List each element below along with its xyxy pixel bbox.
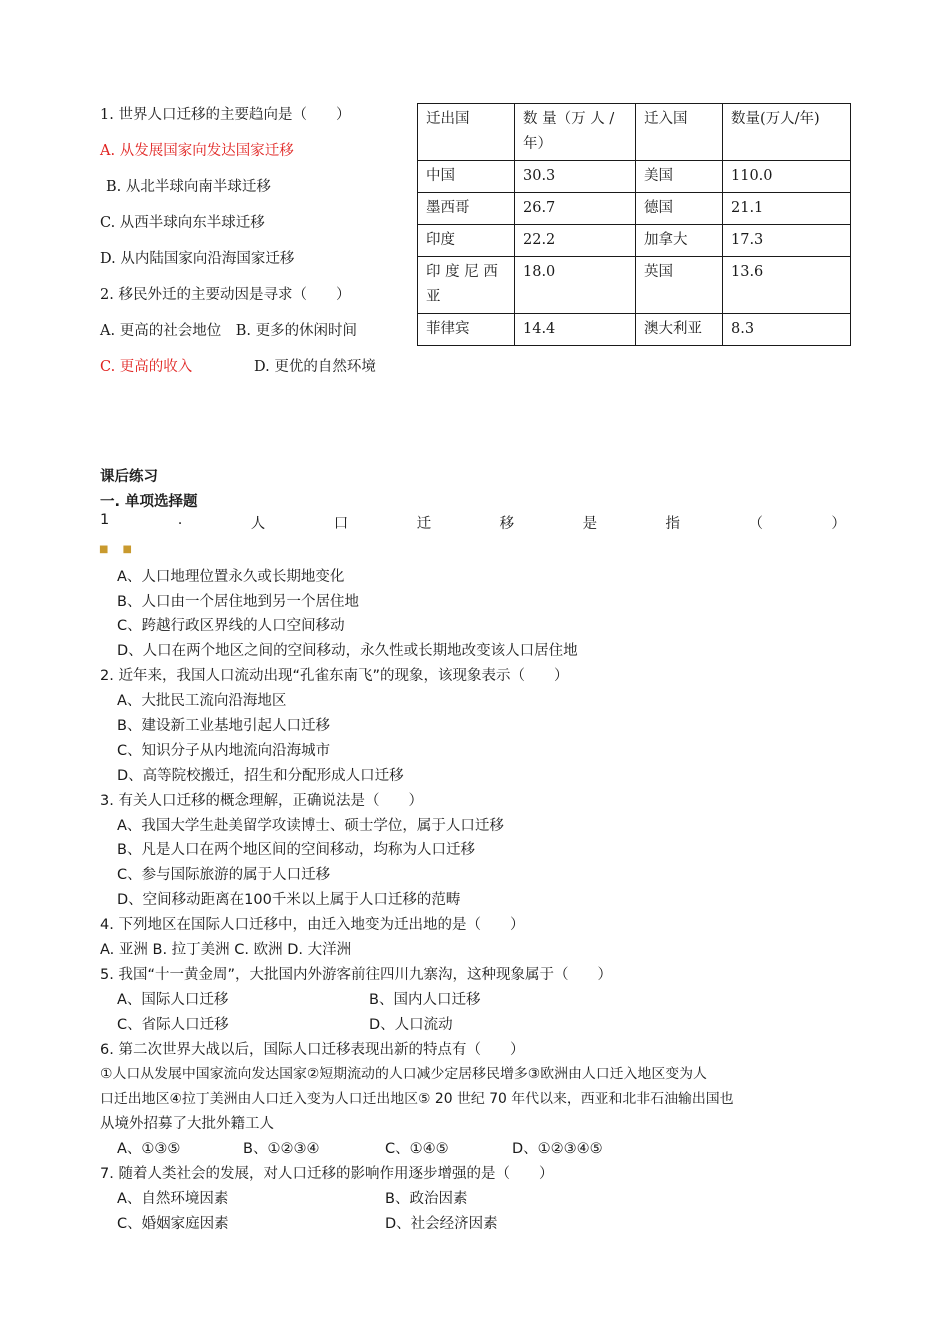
ex-q2-option-b: B、建设新工业基地引起人口迁移 (117, 718, 330, 734)
section-title: 一. 单项选择题 (100, 494, 198, 510)
table-row (418, 193, 851, 225)
q1-option-c: C. 从西半球向东半球迁移 (100, 215, 265, 231)
table-cell: 110.0 (723, 161, 851, 193)
q2-options-ab: A. 更高的社会地位 B. 更多的休闲时间 (100, 323, 358, 339)
ex-q6-option-b: B、①②③④ (243, 1141, 320, 1157)
ex-q5-option-a: A、国际人口迁移 (117, 992, 229, 1008)
ex-q1-token: 是 (582, 516, 598, 532)
ex-q6-text-line: 口迁出地区④拉丁美洲由人口迁入变为人口迁出地区⑤ 20 世纪 70 年代以来，西亚和北非石油输出国也 (100, 1091, 734, 1107)
table-cell: 澳大利亚 (636, 314, 723, 346)
ex-q7-option-a: A、自然环境因素 (117, 1191, 229, 1207)
q1-option-a: A. 从发展国家向发达国家迁移 (100, 143, 294, 159)
ex-q1-token: 1 (100, 512, 110, 528)
table-cell: 美国 (636, 161, 723, 193)
table-cell: 加拿大 (636, 225, 723, 257)
ex-q6-option-c: C、①④⑤ (385, 1141, 449, 1157)
ex-q1-token: 人 (250, 516, 266, 532)
ex-q1-option-c: C、跨越行政区界线的人口空间移动 (117, 618, 345, 634)
migration-table (417, 103, 851, 346)
exercise-title: 课后练习 (100, 469, 158, 485)
q1-stem: 1. 世界人口迁移的主要趋向是（ ） (100, 107, 351, 123)
ex-q5-stem: 5. 我国“十一黄金周”，大批国内外游客前往四川九寨沟，这种现象属于（ ） (100, 967, 612, 983)
ex-q1-token: （ (748, 516, 763, 532)
ex-q6-text-line: 从境外招募了大批外籍工人 (100, 1116, 274, 1132)
q2-option-c: C. 更高的收入 (100, 359, 193, 375)
ex-q1-token: 移 (499, 516, 515, 532)
ex-q3-option-b: B、凡是人口在两个地区间的空间移动，均称为人口迁移 (117, 842, 475, 858)
ex-q7-option-b: B、政治因素 (385, 1191, 468, 1207)
ex-q6-stem: 6. 第二次世界大战以后，国际人口迁移表现出新的特点有（ ） (100, 1042, 525, 1058)
table-cell: 中国 (418, 161, 515, 193)
table-cell: 18.0 (515, 257, 636, 314)
ex-q2-option-d: D、高等院校搬迁，招生和分配形成人口迁移 (117, 768, 404, 784)
ex-q2-option-c: C、知识分子从内地流向沿海城市 (117, 743, 331, 759)
table-header-cell: 数 量（万 人 / 年） (515, 104, 636, 161)
table-header-row (418, 104, 851, 161)
ex-q3-option-a: A、我国大学生赴美留学攻读博士、硕士学位，属于人口迁移 (117, 818, 504, 834)
ex-q3-option-d: D、空间移动距离在100千米以上属于人口迁移的范畴 (117, 892, 461, 908)
table-cell: 22.2 (515, 225, 636, 257)
ex-q2-option-a: A、大批民工流向沿海地区 (117, 693, 287, 709)
ex-q1-token: 口 (333, 516, 349, 532)
table-cell: 14.4 (515, 314, 636, 346)
ex-q2-stem: 2. 近年来，我国人口流动出现“孔雀东南飞”的现象，该现象表示（ ） (100, 668, 569, 684)
ex-q4-stem: 4. 下列地区在国际人口迁移中，由迁入地变为迁出地的是（ ） (100, 917, 525, 933)
table-header-cell: 迁入国 (636, 104, 723, 161)
ex-q6-option-d: D、①②③④⑤ (512, 1141, 603, 1157)
ex-q7-stem: 7. 随着人类社会的发展，对人口迁移的影响作用逐步增强的是（ ） (100, 1166, 554, 1182)
q2-option-d: D. 更优的自然环境 (254, 359, 376, 375)
q1-option-b: B. 从北半球向南半球迁移 (106, 179, 271, 195)
table-cell: 21.1 (723, 193, 851, 225)
table-header-cell: 数量(万人/年) (723, 104, 851, 161)
ex-q1-stem (100, 512, 846, 533)
ex-q5-option-c: C、省际人口迁移 (117, 1017, 229, 1033)
ex-q1-token: . (177, 512, 183, 528)
table-cell: 墨西哥 (418, 193, 515, 225)
q2-stem: 2. 移民外迁的主要动因是寻求（ ） (100, 287, 351, 303)
table-header-cell: 迁出国 (418, 104, 515, 161)
ex-q1-option-b: B、人口由一个居住地到另一个居住地 (117, 594, 359, 610)
ex-q6-option-a: A、①③⑤ (117, 1141, 181, 1157)
table-row (418, 161, 851, 193)
table-cell: 德国 (636, 193, 723, 225)
table-cell: 菲律宾 (418, 314, 515, 346)
ex-q1-option-a: A、人口地理位置永久或长期地变化 (117, 569, 345, 585)
ex-q3-stem: 3. 有关人口迁移的概念理解，正确说法是（ ） (100, 793, 423, 809)
ex-q4-options: A. 亚洲 B. 拉丁美洲 C. 欧洲 D. 大洋洲 (100, 942, 352, 958)
ex-q1-token: ） (831, 516, 846, 532)
ex-q5-option-b: B、国内人口迁移 (369, 992, 481, 1008)
table-cell: 13.6 (723, 257, 851, 314)
table-cell: 30.3 (515, 161, 636, 193)
ex-q7-option-c: C、婚姻家庭因素 (117, 1216, 229, 1232)
table-cell: 8.3 (723, 314, 851, 346)
table-cell: 26.7 (515, 193, 636, 225)
ex-q5-option-d: D、人口流动 (369, 1017, 453, 1033)
q1-option-d: D. 从内陆国家向沿海国家迁移 (100, 251, 295, 267)
table-cell: 英国 (636, 257, 723, 314)
decorative-dots: ■■ (99, 544, 146, 555)
table-cell: 印 度 尼 西 亚 (418, 257, 515, 314)
table-cell: 17.3 (723, 225, 851, 257)
table-row (418, 225, 851, 257)
ex-q1-token: 指 (665, 516, 681, 532)
table-cell: 印度 (418, 225, 515, 257)
ex-q7-option-d: D、社会经济因素 (385, 1216, 498, 1232)
ex-q3-option-c: C、参与国际旅游的属于人口迁移 (117, 867, 331, 883)
ex-q1-token: 迁 (416, 516, 432, 532)
ex-q6-text-line: ①人口从发展中国家流向发达国家②短期流动的人口减少定居移民增多③欧洲由人口迁入地区变为人 (100, 1066, 707, 1082)
table-row (418, 314, 851, 346)
ex-q1-option-d: D、人口在两个地区之间的空间移动，永久性或长期地改变该人口居住地 (117, 643, 578, 659)
table-row (418, 257, 851, 314)
